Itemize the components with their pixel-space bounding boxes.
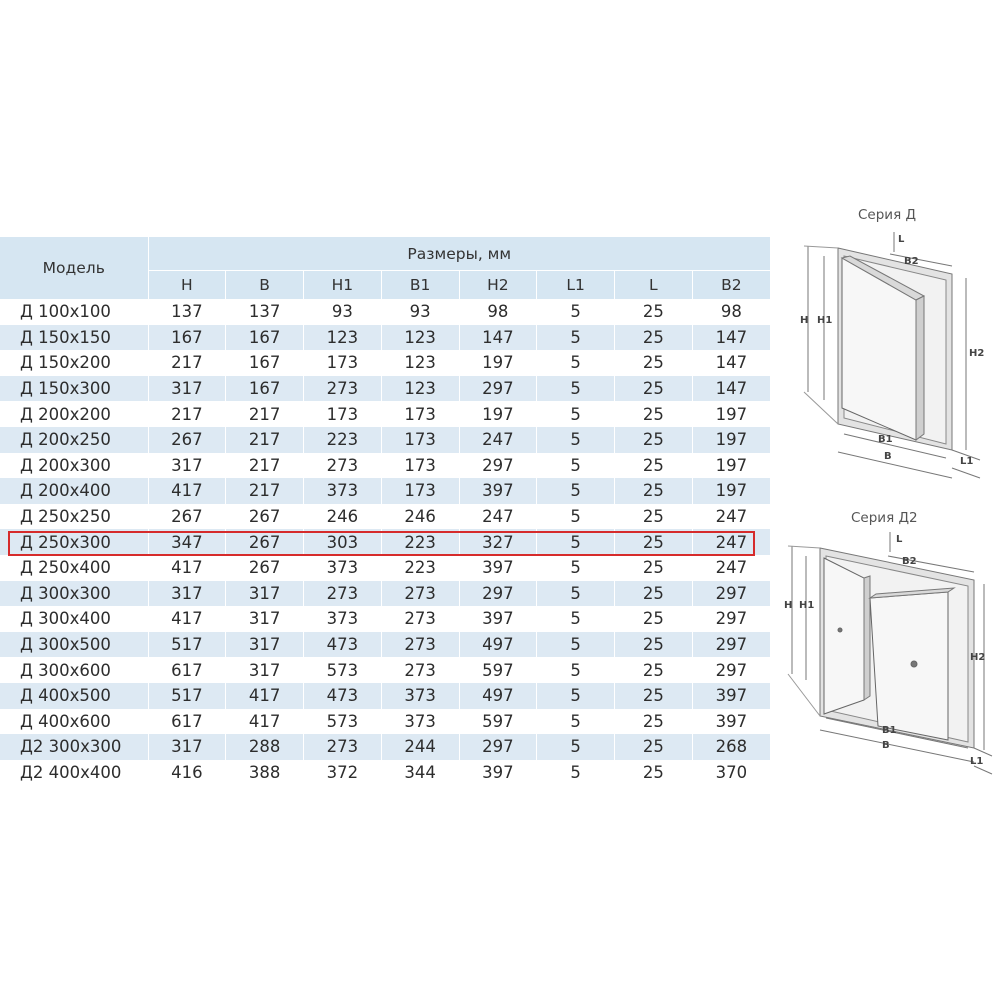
value-cell-h2: 497: [459, 632, 537, 658]
value-cell-b2: 297: [692, 606, 770, 632]
value-cell-l: 25: [615, 760, 693, 786]
series-d2-label-h2: H2: [970, 652, 986, 663]
value-cell-b2: 297: [692, 632, 770, 658]
value-cell-l: 25: [615, 350, 693, 376]
series-d2-label-b: B: [882, 740, 890, 751]
value-cell-l: 25: [615, 401, 693, 427]
dimensions-group-header: Размеры, мм: [148, 237, 770, 271]
value-cell-h: 317: [148, 376, 226, 402]
value-cell-l: 25: [615, 376, 693, 402]
value-cell-b2: 197: [692, 478, 770, 504]
value-cell-b2: 297: [692, 581, 770, 607]
value-cell-b1: 344: [381, 760, 459, 786]
value-cell-h: 167: [148, 325, 226, 351]
value-cell-h1: 573: [304, 657, 382, 683]
value-cell-b: 317: [226, 581, 304, 607]
value-cell-b: 317: [226, 657, 304, 683]
value-cell-l: 25: [615, 453, 693, 479]
value-cell-h: 267: [148, 427, 226, 453]
value-cell-h: 517: [148, 632, 226, 658]
value-cell-l1: 5: [537, 401, 615, 427]
value-cell-h: 417: [148, 478, 226, 504]
value-cell-b: 267: [226, 504, 304, 530]
value-cell-b2: 247: [692, 529, 770, 555]
series-d-label-l1: L1: [960, 456, 974, 467]
value-cell-b1: 373: [381, 683, 459, 709]
series-d-label-h1: H1: [817, 315, 833, 326]
value-cell-h: 617: [148, 709, 226, 735]
value-cell-b: 317: [226, 606, 304, 632]
value-cell-b2: 247: [692, 504, 770, 530]
value-cell-h1: 473: [304, 683, 382, 709]
series-d2-label-l1: L1: [970, 756, 984, 767]
value-cell-b1: 273: [381, 632, 459, 658]
value-cell-b2: 297: [692, 657, 770, 683]
series-d-drawing: [790, 228, 1000, 498]
column-header-l: L: [615, 271, 693, 300]
value-cell-b: 167: [226, 350, 304, 376]
value-cell-h2: 247: [459, 504, 537, 530]
value-cell-l1: 5: [537, 760, 615, 786]
value-cell-h2: 297: [459, 734, 537, 760]
value-cell-h2: 197: [459, 401, 537, 427]
table-row: [0, 581, 770, 607]
value-cell-b2: 147: [692, 350, 770, 376]
series-d-label-b2: B2: [904, 256, 919, 267]
value-cell-h1: 273: [304, 734, 382, 760]
table-row: [0, 478, 770, 504]
model-cell: Д 250x300: [0, 529, 148, 555]
value-cell-h1: 373: [304, 606, 382, 632]
series-d-label-h: H: [800, 315, 809, 326]
value-cell-l1: 5: [537, 504, 615, 530]
table-row: [0, 632, 770, 658]
value-cell-l: 25: [615, 734, 693, 760]
series-d2-label-b2: B2: [902, 556, 917, 567]
value-cell-l1: 5: [537, 709, 615, 735]
value-cell-h1: 173: [304, 350, 382, 376]
series-d2-caption: Серия Д2: [851, 510, 918, 526]
value-cell-b1: 173: [381, 401, 459, 427]
value-cell-b: 417: [226, 683, 304, 709]
model-cell: Д 250x250: [0, 504, 148, 530]
model-cell: Д 150x300: [0, 376, 148, 402]
value-cell-b1: 223: [381, 529, 459, 555]
model-cell: Д 200x250: [0, 427, 148, 453]
table-row: [0, 427, 770, 453]
value-cell-h1: 223: [304, 427, 382, 453]
series-d2-label-h1: H1: [799, 600, 815, 611]
value-cell-h: 417: [148, 606, 226, 632]
value-cell-h1: 173: [304, 401, 382, 427]
value-cell-h1: 123: [304, 325, 382, 351]
value-cell-b2: 197: [692, 427, 770, 453]
value-cell-l1: 5: [537, 581, 615, 607]
value-cell-b: 267: [226, 529, 304, 555]
value-cell-h2: 297: [459, 453, 537, 479]
table-row: [0, 325, 770, 351]
series-d-label-b1: B1: [878, 434, 893, 445]
value-cell-b: 167: [226, 325, 304, 351]
column-header-l1: L1: [537, 271, 615, 300]
value-cell-b2: 268: [692, 734, 770, 760]
column-header-h: H: [148, 271, 226, 300]
value-cell-l1: 5: [537, 376, 615, 402]
value-cell-b1: 123: [381, 350, 459, 376]
table-row: [0, 709, 770, 735]
value-cell-h2: 597: [459, 709, 537, 735]
table-row: [0, 453, 770, 479]
value-cell-l1: 5: [537, 555, 615, 581]
dimensions-table-container: [0, 237, 770, 785]
model-cell: Д 100x100: [0, 299, 148, 325]
value-cell-h: 317: [148, 453, 226, 479]
value-cell-b: 217: [226, 427, 304, 453]
model-cell: Д 400x600: [0, 709, 148, 735]
model-cell: Д 150x200: [0, 350, 148, 376]
value-cell-l1: 5: [537, 478, 615, 504]
value-cell-b2: 370: [692, 760, 770, 786]
value-cell-l1: 5: [537, 683, 615, 709]
table-row: [0, 529, 770, 555]
value-cell-l: 25: [615, 529, 693, 555]
model-cell: Д2 300x300: [0, 734, 148, 760]
table-row: [0, 504, 770, 530]
value-cell-l1: 5: [537, 299, 615, 325]
model-cell: Д 200x400: [0, 478, 148, 504]
value-cell-b1: 244: [381, 734, 459, 760]
value-cell-h: 217: [148, 401, 226, 427]
value-cell-b1: 123: [381, 376, 459, 402]
value-cell-h1: 372: [304, 760, 382, 786]
value-cell-l1: 5: [537, 350, 615, 376]
dimensions-table: [0, 237, 770, 785]
value-cell-b: 388: [226, 760, 304, 786]
value-cell-l: 25: [615, 632, 693, 658]
value-cell-h1: 573: [304, 709, 382, 735]
value-cell-h1: 303: [304, 529, 382, 555]
value-cell-l: 25: [615, 325, 693, 351]
table-row: [0, 299, 770, 325]
table-row: [0, 555, 770, 581]
value-cell-h1: 473: [304, 632, 382, 658]
value-cell-l1: 5: [537, 325, 615, 351]
series-d2-label-h: H: [784, 600, 793, 611]
value-cell-h: 416: [148, 760, 226, 786]
value-cell-h: 217: [148, 350, 226, 376]
value-cell-b1: 273: [381, 606, 459, 632]
series-d2-drawing: [778, 530, 1000, 800]
value-cell-h2: 297: [459, 376, 537, 402]
value-cell-h2: 327: [459, 529, 537, 555]
value-cell-b1: 273: [381, 581, 459, 607]
value-cell-l: 25: [615, 683, 693, 709]
value-cell-b: 217: [226, 453, 304, 479]
value-cell-l: 25: [615, 657, 693, 683]
value-cell-l1: 5: [537, 632, 615, 658]
value-cell-b2: 98: [692, 299, 770, 325]
value-cell-b1: 123: [381, 325, 459, 351]
value-cell-h: 347: [148, 529, 226, 555]
table-row: [0, 350, 770, 376]
value-cell-h1: 93: [304, 299, 382, 325]
value-cell-b1: 273: [381, 657, 459, 683]
value-cell-h2: 397: [459, 760, 537, 786]
value-cell-l1: 5: [537, 657, 615, 683]
value-cell-l: 25: [615, 504, 693, 530]
value-cell-b: 167: [226, 376, 304, 402]
value-cell-h2: 397: [459, 478, 537, 504]
value-cell-b1: 246: [381, 504, 459, 530]
value-cell-l: 25: [615, 606, 693, 632]
value-cell-b2: 147: [692, 376, 770, 402]
value-cell-b: 267: [226, 555, 304, 581]
model-cell: Д 400x500: [0, 683, 148, 709]
model-cell: Д 200x300: [0, 453, 148, 479]
value-cell-b: 137: [226, 299, 304, 325]
value-cell-h2: 397: [459, 606, 537, 632]
value-cell-b: 217: [226, 478, 304, 504]
value-cell-h: 517: [148, 683, 226, 709]
value-cell-h2: 297: [459, 581, 537, 607]
value-cell-l: 25: [615, 581, 693, 607]
series-d-label-l: L: [898, 234, 905, 245]
value-cell-b2: 197: [692, 453, 770, 479]
value-cell-h2: 98: [459, 299, 537, 325]
value-cell-b: 288: [226, 734, 304, 760]
model-cell: Д 300x300: [0, 581, 148, 607]
table-row: [0, 657, 770, 683]
value-cell-b2: 247: [692, 555, 770, 581]
value-cell-l1: 5: [537, 453, 615, 479]
value-cell-l1: 5: [537, 529, 615, 555]
value-cell-h1: 273: [304, 376, 382, 402]
column-header-b: B: [226, 271, 304, 300]
value-cell-h: 417: [148, 555, 226, 581]
value-cell-h: 317: [148, 734, 226, 760]
value-cell-h1: 246: [304, 504, 382, 530]
value-cell-h: 317: [148, 581, 226, 607]
value-cell-l: 25: [615, 478, 693, 504]
value-cell-l: 25: [615, 299, 693, 325]
value-cell-h: 267: [148, 504, 226, 530]
series-d-caption: Серия Д: [858, 207, 917, 223]
value-cell-b1: 223: [381, 555, 459, 581]
value-cell-b1: 373: [381, 709, 459, 735]
column-header-b1: B1: [381, 271, 459, 300]
value-cell-b1: 93: [381, 299, 459, 325]
table-row: [0, 760, 770, 786]
column-header-h2: H2: [459, 271, 537, 300]
value-cell-l1: 5: [537, 427, 615, 453]
value-cell-h2: 147: [459, 325, 537, 351]
value-cell-h2: 247: [459, 427, 537, 453]
model-cell: Д 300x600: [0, 657, 148, 683]
value-cell-h1: 373: [304, 555, 382, 581]
value-cell-l: 25: [615, 555, 693, 581]
table-row: [0, 734, 770, 760]
column-header-h1: H1: [304, 271, 382, 300]
value-cell-h: 137: [148, 299, 226, 325]
table-row: [0, 606, 770, 632]
series-d-label-h2: H2: [969, 348, 985, 359]
value-cell-b1: 173: [381, 453, 459, 479]
series-d2-label-l: L: [896, 534, 903, 545]
value-cell-b2: 197: [692, 401, 770, 427]
value-cell-l: 25: [615, 427, 693, 453]
model-cell: Д 200x200: [0, 401, 148, 427]
column-header-b2: B2: [692, 271, 770, 300]
series-d-label-b: B: [884, 451, 892, 462]
value-cell-h2: 397: [459, 555, 537, 581]
table-row: [0, 376, 770, 402]
model-cell: Д 300x500: [0, 632, 148, 658]
table-row: [0, 683, 770, 709]
value-cell-b1: 173: [381, 478, 459, 504]
value-cell-b2: 397: [692, 709, 770, 735]
value-cell-b: 417: [226, 709, 304, 735]
value-cell-l1: 5: [537, 606, 615, 632]
value-cell-h1: 273: [304, 453, 382, 479]
value-cell-h: 617: [148, 657, 226, 683]
value-cell-b2: 397: [692, 683, 770, 709]
value-cell-h2: 197: [459, 350, 537, 376]
value-cell-h2: 597: [459, 657, 537, 683]
value-cell-h1: 273: [304, 581, 382, 607]
value-cell-b2: 147: [692, 325, 770, 351]
value-cell-b: 317: [226, 632, 304, 658]
value-cell-l1: 5: [537, 734, 615, 760]
model-column-header: Модель: [0, 237, 148, 299]
series-d2-label-b1: B1: [882, 725, 897, 736]
value-cell-b: 217: [226, 401, 304, 427]
value-cell-h1: 373: [304, 478, 382, 504]
value-cell-b1: 173: [381, 427, 459, 453]
table-row: [0, 401, 770, 427]
model-cell: Д2 400x400: [0, 760, 148, 786]
model-cell: Д 250x400: [0, 555, 148, 581]
value-cell-h2: 497: [459, 683, 537, 709]
model-cell: Д 300x400: [0, 606, 148, 632]
model-cell: Д 150x150: [0, 325, 148, 351]
value-cell-l: 25: [615, 709, 693, 735]
